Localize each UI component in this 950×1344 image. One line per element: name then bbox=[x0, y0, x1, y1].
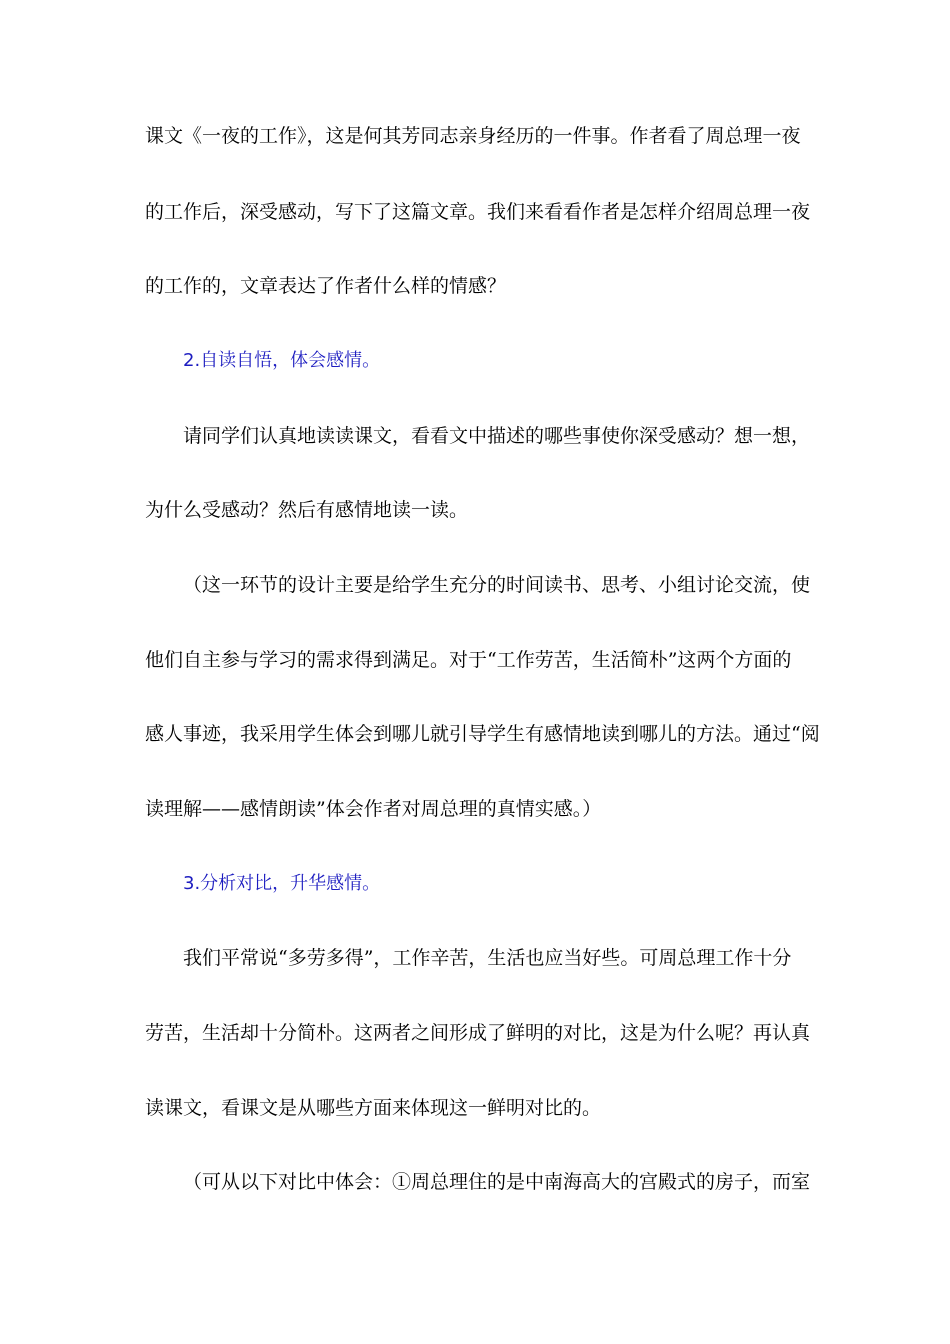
paragraph-line: （可从以下对比中体会：①周总理住的是中南海高大的宫殿式的房子，而室 bbox=[183, 1171, 811, 1193]
paragraph-line: 他们自主参与学习的需求得到满足。对于“工作劳苦，生活简朴”这两个方面的 bbox=[145, 649, 792, 671]
paragraph-line: 读课文，看课文是从哪些方面来体现这一鲜明对比的。 bbox=[145, 1097, 602, 1119]
paragraph-line: 读理解——感情朗读”体会作者对周总理的真情实感。） bbox=[145, 798, 602, 820]
paragraph-line: 请同学们认真地读读课文，看看文中描述的哪些事使你深受感动？想一想， bbox=[183, 425, 811, 447]
paragraph-line: 的工作后，深受感动，写下了这篇文章。我们来看看作者是怎样介绍周总理一夜 bbox=[145, 201, 811, 223]
section-heading: 3.分析对比，升华感情。 bbox=[183, 873, 381, 894]
paragraph-line: （这一环节的设计主要是给学生充分的时间读书、思考、小组讨论交流，使 bbox=[183, 574, 811, 596]
section-heading: 2.自读自悟，体会感情。 bbox=[183, 350, 381, 371]
paragraph-line: 的工作的，文章表达了作者什么样的情感？ bbox=[145, 275, 507, 297]
paragraph-line: 为什么受感动？然后有感情地读一读。 bbox=[145, 499, 469, 521]
paragraph-line: 劳苦，生活却十分简朴。这两者之间形成了鲜明的对比，这是为什么呢？再认真 bbox=[145, 1022, 811, 1044]
paragraph-line: 课文《一夜的工作》，这是何其芳同志亲身经历的一件事。作者看了周总理一夜 bbox=[145, 125, 801, 147]
paragraph-line: 感人事迹，我采用学生体会到哪儿就引导学生有感情地读到哪儿的方法。通过“阅 bbox=[145, 723, 820, 745]
paragraph-line: 我们平常说“多劳多得”，工作辛苦，生活也应当好些。可周总理工作十分 bbox=[183, 947, 792, 969]
